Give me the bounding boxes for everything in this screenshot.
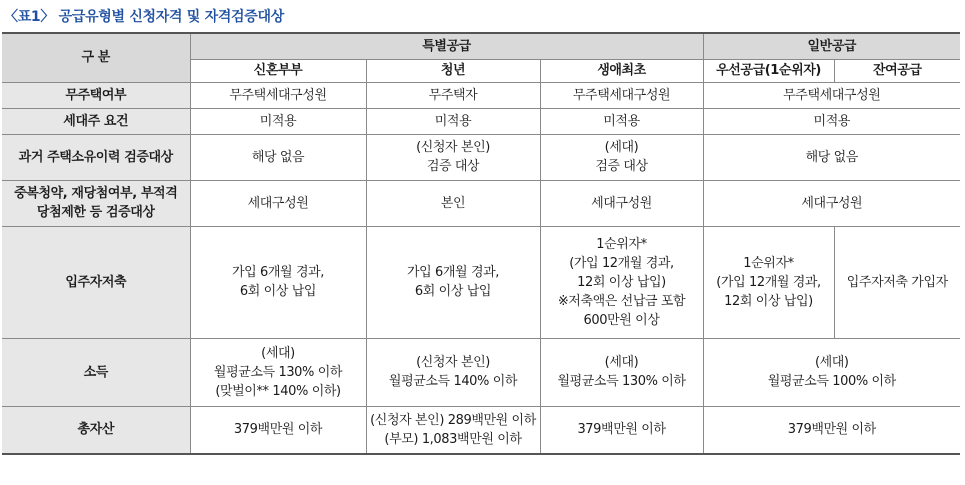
cell-head-newlywed: 미적용 (190, 108, 366, 134)
row-label-past: 과거 주택소유이력 검증대상 (2, 134, 190, 180)
header-remaining: 잔여공급 (834, 59, 960, 82)
cell-house-general: 무주택세대구성원 (703, 82, 960, 108)
cell-head-youth: 미적용 (366, 108, 540, 134)
row-label-assets: 총자산 (2, 406, 190, 454)
cell-assets-first: 379백만원 이하 (540, 406, 703, 454)
cell-head-general: 미적용 (703, 108, 960, 134)
table-row (2, 180, 960, 226)
cell-dup-first: 세대구성원 (540, 180, 703, 226)
table-row (2, 108, 960, 134)
eligibility-table (2, 32, 960, 455)
cell-past-newlywed: 해당 없음 (190, 134, 366, 180)
cell-income-newlywed: (세대) 월평균소득 130% 이하 (맞벌이** 140% 이하) (190, 338, 366, 406)
cell-past-first: (세대) 검증 대상 (540, 134, 703, 180)
cell-dup-general: 세대구성원 (703, 180, 960, 226)
cell-savings-youth: 가입 6개월 경과, 6회 이상 납입 (366, 226, 540, 338)
header-row-1 (2, 33, 960, 59)
cell-house-first: 무주택세대구성원 (540, 82, 703, 108)
header-category: 구 분 (2, 33, 190, 82)
cell-dup-newlywed: 세대구성원 (190, 180, 366, 226)
table-row (2, 406, 960, 454)
cell-past-general: 해당 없음 (703, 134, 960, 180)
header-priority: 우선공급(1순위자) (703, 59, 834, 82)
table-row (2, 134, 960, 180)
row-label-savings: 입주자저축 (2, 226, 190, 338)
cell-past-youth: (신청자 본인) 검증 대상 (366, 134, 540, 180)
table-row (2, 82, 960, 108)
header-special-supply: 특별공급 (190, 33, 703, 59)
cell-dup-youth: 본인 (366, 180, 540, 226)
cell-house-newlywed: 무주택세대구성원 (190, 82, 366, 108)
cell-house-youth: 무주택자 (366, 82, 540, 108)
row-label-house: 무주택여부 (2, 82, 190, 108)
cell-savings-newlywed: 가입 6개월 경과, 6회 이상 납입 (190, 226, 366, 338)
row-label-dup: 중복청약, 재당첨여부, 부적격 당첨제한 등 검증대상 (2, 180, 190, 226)
header-youth: 청년 (366, 59, 540, 82)
cell-savings-priority: 1순위자* (가입 12개월 경과, 12회 이상 납입) (703, 226, 834, 338)
table-title: 〈표1〉 공급유형별 신청자격 및 자격검증대상 (4, 9, 284, 25)
header-first-time: 생애최초 (540, 59, 703, 82)
row-label-head: 세대주 요건 (2, 108, 190, 134)
table-row (2, 226, 960, 338)
row-label-income: 소득 (2, 338, 190, 406)
cell-income-general: (세대) 월평균소득 100% 이하 (703, 338, 960, 406)
cell-head-first: 미적용 (540, 108, 703, 134)
cell-assets-general: 379백만원 이하 (703, 406, 960, 454)
table-row (2, 338, 960, 406)
header-newlywed: 신혼부부 (190, 59, 366, 82)
cell-savings-remaining: 입주자저축 가입자 (834, 226, 960, 338)
header-general-supply: 일반공급 (703, 33, 960, 59)
cell-savings-first: 1순위자* (가입 12개월 경과, 12회 이상 납입) ※저축액은 선납금 포함 600만원 이상 (540, 226, 703, 338)
cell-income-youth: (신청자 본인) 월평균소득 140% 이하 (366, 338, 540, 406)
cell-income-first: (세대) 월평균소득 130% 이하 (540, 338, 703, 406)
cell-assets-youth: (신청자 본인) 289백만원 이하 (부모) 1,083백만원 이하 (366, 406, 540, 454)
cell-assets-newlywed: 379백만원 이하 (190, 406, 366, 454)
